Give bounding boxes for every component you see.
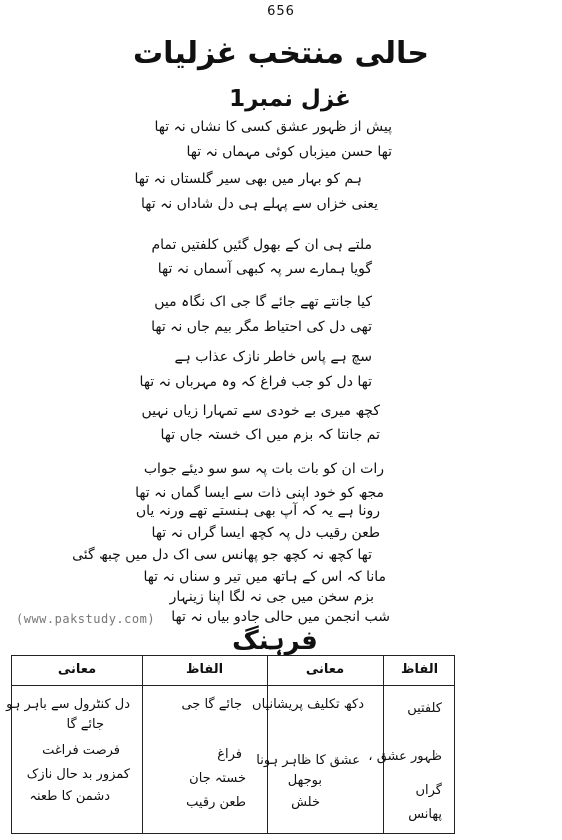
glossary-word: کلفتیں [407, 701, 442, 716]
verse-line: رونا ہے یہ کہ آپ بھی ہنستے تھے ورنہ یاں [135, 503, 380, 519]
verse-line: تھا دل کو جب فراغ کہ وہ مہرباں نہ تھا [139, 374, 372, 390]
glossary-meaning: عشق کا ظاہر ہونا [256, 753, 360, 768]
header-words-left: الفاظ [185, 662, 224, 677]
page-title: حالی منتخب غزلیات [133, 36, 429, 71]
verse-line: کچھ میری بے خودی سے تمہارا زیاں نہیں [141, 403, 380, 419]
glossary-meaning: فرصت فراغت [42, 743, 120, 758]
verse-line: یعنی خزاں سے پہلے ہی دل شاداں نہ تھا [141, 196, 378, 212]
header-meanings-right: معانی [305, 662, 345, 677]
column-divider [142, 656, 143, 833]
column-divider [267, 656, 268, 833]
verse-line: ملتے ہی ان کے بھول گئیں کلفتیں تمام [151, 237, 372, 253]
glossary-word: گراں [415, 783, 442, 798]
glossary-word: طعن رقیب [186, 795, 246, 810]
glossary-word: ظہور عشق ، [368, 749, 442, 764]
glossary-meaning: بوجھل [287, 773, 322, 788]
glossary-meaning: کمزور بد حال نازک [26, 767, 130, 782]
glossary-meaning: دل کنٹرول سے باہر ہو [6, 697, 130, 712]
verse-line: تھا حسن میزباں کوئی مہماں نہ تھا [186, 144, 392, 160]
verse-line: کیا جانتے تھے جائے گا جی اک نگاہ میں [154, 294, 372, 310]
glossary-meaning: جائے گا [66, 717, 104, 732]
verse-line: تھا کچھ نہ کچھ جو پھانس سی اک دل میں چبھ گئی [72, 547, 372, 563]
verse-line: شب انجمن میں حالی جادو بیاں نہ تھا [171, 609, 390, 625]
verse-line: گویا ہمارے سر پہ کبھی آسماں نہ تھا [157, 261, 372, 277]
glossary-meaning: خلش [291, 795, 320, 810]
verse-line: بزم سخن میں جی نہ لگا اپنا زینہار [169, 589, 374, 605]
header-words-right: الفاظ [400, 662, 439, 677]
verse-line: ہم کو بہار میں بھی سیر گلستاں نہ تھا [134, 171, 362, 187]
verse-line: مانا کہ اس کے ہاتھ میں تیر و سناں نہ تھا [143, 569, 386, 585]
verse-line: طعن رقیب دل پہ کچھ ایسا گراں نہ تھا [151, 525, 380, 541]
glossary-word: پھانس [408, 807, 442, 822]
verse-line: تم جانتا کہ بزم میں اک خستہ جاں تھا [160, 427, 380, 443]
watermark-url: (www.pakstudy.com) [16, 612, 156, 626]
verse-line: سچ ہے پاس خاطر نازک عذاب ہے [174, 349, 372, 365]
verse-line: مجھ کو خود اپنی ذات سے ایسا گماں نہ تھا [135, 485, 384, 501]
glossary-word: خستہ جان [189, 771, 246, 786]
verse-line: تھی دل کی احتیاط مگر بیم جاں نہ تھا [151, 319, 372, 335]
ghazal-heading: غزل نمبر1 [229, 86, 351, 112]
column-divider [383, 656, 384, 833]
verse-line: رات ان کو بات بات پہ سو سو دیئے جواب [143, 461, 384, 477]
verse-line: پیش از ظہور عشق کسی کا نشاں نہ تھا [154, 119, 392, 135]
page-number: 656 [267, 4, 295, 19]
glossary-title: فرہنگ [232, 626, 318, 656]
header-meanings-left: معانی [57, 662, 97, 677]
glossary-meaning: دکھ تکلیف پریشانیاں [252, 697, 364, 712]
glossary-table [6, 655, 455, 834]
glossary-header-row [12, 656, 454, 686]
glossary-word: جائے گا جی [181, 697, 242, 712]
glossary-word: فراغ [217, 747, 242, 762]
glossary-meaning: دشمن کا طعنہ [29, 789, 110, 804]
